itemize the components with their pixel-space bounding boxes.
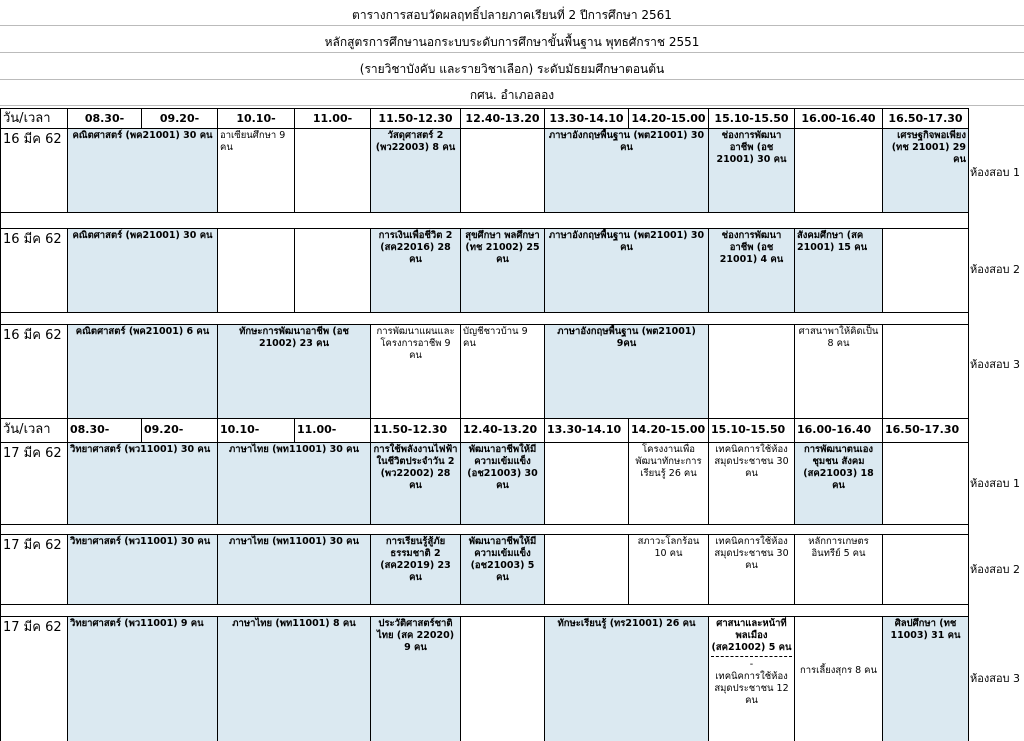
time-slot-header: 13.30-14.10 — [544, 418, 628, 442]
time-slot-header: 15.10-15.50 — [708, 108, 794, 128]
time-slot-header: 11.50-12.30 — [370, 418, 460, 442]
exam-entry: เทคนิคการใช้ห้องสมุดประชาชน 12 คน — [714, 671, 789, 706]
exam-cell: การพัฒนาแผนและโครงการอาชีพ 9 คน — [370, 324, 460, 418]
empty-cell — [794, 128, 882, 212]
exam-cell: คณิตศาสตร์ (พค21001) 30 คน — [67, 228, 217, 312]
time-slot-header: 16.00-16.40 — [794, 418, 882, 442]
empty-cell — [294, 128, 370, 212]
exam-cell: การเรียนรู้สู้ภัยธรรมชาติ 2 (สค22019) 23 คน — [370, 534, 460, 604]
room-label: ห้องสอบ 3 — [970, 672, 1021, 685]
time-slot-header: 08.30- — [67, 108, 141, 128]
exam-cell: การเงินเพื่อชีวิต 2 (สค22016) 28 คน — [370, 228, 460, 312]
day-label: 16 มีค 62 — [0, 128, 67, 212]
exam-cell: ภาษาอังกฤษพื้นฐาน (พต21001) 9คน — [544, 324, 708, 418]
room-label: ห้องสอบ 3 — [970, 358, 1021, 371]
exam-cell: ประวัติศาสตร์ชาติไทย (สค 22020) 9 คน — [370, 616, 460, 741]
empty-cell — [882, 442, 968, 524]
exam-cell: เทคนิคการใช้ห้องสมุดประชาชน 30 คน — [708, 534, 794, 604]
day-label: 17 มีค 62 — [0, 616, 67, 741]
exam-cell: พัฒนาอาชีพให้มีความเข้มแข็ง (อช21003) 5 คน — [460, 534, 544, 604]
header-day-time: วัน/เวลา — [0, 418, 67, 442]
spacer-row — [0, 604, 968, 616]
exam-cell: ศิลปศึกษา (ทช 11003) 31 คน — [882, 616, 968, 741]
split-exam-cell — [708, 616, 794, 741]
exam-cell: ศาสนาพาให้คิดเป็น 8 คน — [794, 324, 882, 418]
room-label: ห้องสอบ 1 — [970, 166, 1021, 179]
exam-cell: วิทยาศาสตร์ (พว11001) 30 คน — [67, 442, 217, 524]
room-label: ห้องสอบ 2 — [970, 263, 1021, 276]
exam-cell: ภาษาไทย (พท11001) 30 คน — [217, 534, 370, 604]
exam-cell: คณิตศาสตร์ (พค21001) 30 คน — [67, 128, 217, 212]
room-label: ห้องสอบ 2 — [970, 563, 1021, 576]
empty-cell — [882, 228, 968, 312]
header-day-time: วัน/เวลา — [0, 108, 67, 128]
spacer-row — [0, 212, 968, 228]
time-slot-header: 09.20- — [141, 418, 217, 442]
exam-cell: อาเซียนศึกษา 9 คน — [217, 128, 294, 212]
exam-cell: คณิตศาสตร์ (พค21001) 6 คน — [67, 324, 217, 418]
room-label: ห้องสอบ 1 — [970, 477, 1021, 490]
time-slot-header: 08.30- — [67, 418, 141, 442]
empty-cell — [882, 534, 968, 604]
exam-cell: พัฒนาอาชีพให้มีความเข้มแข็ง (อช21003) 30 คน — [460, 442, 544, 524]
grid-right-border — [968, 108, 969, 741]
subject-type-title: (รายวิชาบังคับ และรายวิชาเลือก) ระดับมัธยมศึกษาตอนต้น — [0, 58, 1024, 80]
time-slot-header: 14.20-15.00 — [628, 108, 708, 128]
time-slot-header: 11.50-12.30 — [370, 108, 460, 128]
dashed-divider — [711, 656, 792, 657]
exam-cell: ภาษาไทย (พท11001) 30 คน — [217, 442, 370, 524]
exam-cell: ช่องการพัฒนาอาชีพ (อช 21001) 4 คน — [708, 228, 794, 312]
exam-cell: ภาษาอังกฤษพื้นฐาน (พต21001) 30 คน — [544, 128, 708, 212]
empty-cell — [460, 616, 544, 741]
exam-cell: ภาษาไทย (พท11001) 8 คน — [217, 616, 370, 741]
time-slot-header: 16.50-17.30 — [882, 418, 968, 442]
exam-cell: ทักษะการพัฒนาอาชีพ (อช 21002) 23 คน — [217, 324, 370, 418]
exam-cell: สังคมศึกษา (สค 21001) 15 คน — [794, 228, 882, 312]
exam-cell: เทคนิคการใช้ห้องสมุดประชาชน 30 คน — [708, 442, 794, 524]
time-slot-header: 14.20-15.00 — [628, 418, 708, 442]
exam-cell: การพัฒนาตนเองชุมชน สังคม (สค21003) 18 คน — [794, 442, 882, 524]
exam-cell: ภาษาอังกฤษพื้นฐาน (พต21001) 30 คน — [544, 228, 708, 312]
exam-cell: วิทยาศาสตร์ (พว11001) 9 คน — [67, 616, 217, 741]
day-label: 16 มีค 62 — [0, 324, 67, 418]
time-slot-header: 11.00- — [294, 108, 370, 128]
exam-entry-dash: - — [749, 659, 754, 670]
exam-cell: สุขศึกษา พลศึกษา (ทช 21002) 25 คน — [460, 228, 544, 312]
time-slot-header: 11.00- — [294, 418, 370, 442]
exam-cell: เศรษฐกิจพอเพียง (ทช 21001) 29 คน — [882, 128, 968, 212]
empty-cell — [544, 442, 628, 524]
exam-cell: สภาวะโลกร้อน 10 คน — [628, 534, 708, 604]
exam-cell: ทักษะเรียนรู้ (ทร21001) 26 คน — [544, 616, 708, 741]
spacer-row — [0, 524, 968, 534]
time-slot-header: 09.20- — [141, 108, 217, 128]
time-slot-header: 12.40-13.20 — [460, 418, 544, 442]
day-label: 17 มีค 62 — [0, 442, 67, 524]
empty-cell — [294, 228, 370, 312]
exam-cell: การใช้พลังงานไฟฟ้าในชีวิตประจำวัน 2 (พว22002) 28 คน — [370, 442, 460, 524]
time-slot-header: 16.00-16.40 — [794, 108, 882, 128]
exam-cell: โครงงานเพื่อพัฒนาทักษะการเรียนรู้ 26 คน — [628, 442, 708, 524]
empty-cell — [882, 324, 968, 418]
time-slot-header: 12.40-13.20 — [460, 108, 544, 128]
exam-cell: วัสดุศาสตร์ 2 (พว22003) 8 คน — [370, 128, 460, 212]
time-slot-header: 10.10- — [217, 418, 294, 442]
schedule-title: ตารางการสอบวัดผลฤทธิ์ปลายภาคเรียนที่ 2 ปีการศึกษา 2561 — [0, 4, 1024, 26]
empty-cell — [708, 324, 794, 418]
empty-cell — [460, 128, 544, 212]
empty-cell — [544, 534, 628, 604]
time-slot-header: 13.30-14.10 — [544, 108, 628, 128]
exam-cell: ช่องการพัฒนาอาชีพ (อช 21001) 30 คน — [708, 128, 794, 212]
spacer-row — [0, 312, 968, 324]
exam-cell: หลักการเกษตรอินทรีย์ 5 คน — [794, 534, 882, 604]
exam-cell: การเลี้ยงสุกร 8 คน — [794, 616, 882, 741]
empty-cell — [217, 228, 294, 312]
time-slot-header: 10.10- — [217, 108, 294, 128]
exam-cell: วิทยาศาสตร์ (พว11001) 30 คน — [67, 534, 217, 604]
time-slot-header: 16.50-17.30 — [882, 108, 968, 128]
time-slot-header: 15.10-15.50 — [708, 418, 794, 442]
day-label: 16 มีค 62 — [0, 228, 67, 312]
office-title: กศน. อำเภอลอง — [0, 84, 1024, 106]
exam-cell: บัญชีชาวบ้าน 9 คน — [460, 324, 544, 418]
day-label: 17 มีค 62 — [0, 534, 67, 604]
curriculum-title: หลักสูตรการศึกษานอกระบบระดับการศึกษาขั้นพื้นฐาน พุทธศักราช 2551 — [0, 31, 1024, 53]
exam-entry: ศาสนาและหน้าที่พลเมือง (สค21002) 5 คน — [711, 618, 792, 653]
